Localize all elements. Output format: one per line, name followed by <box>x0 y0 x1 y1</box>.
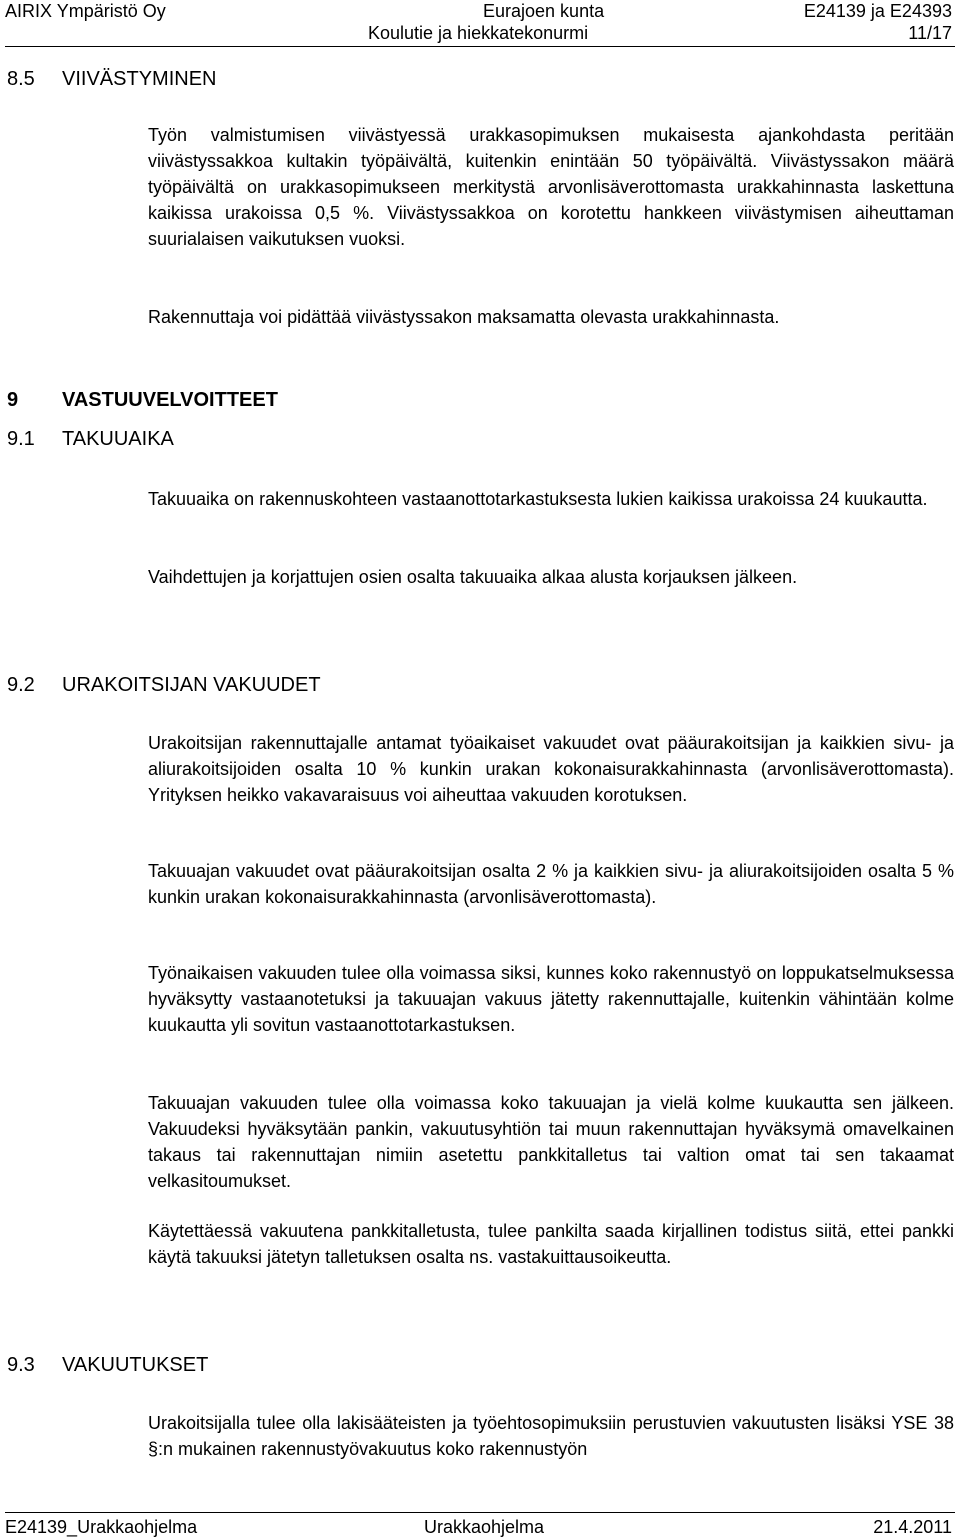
footer-document-title: Urakkaohjelma <box>424 1517 545 1537</box>
header-company: AIRIX Ympäristö Oy <box>5 1 166 21</box>
paragraph: Takuuajan vakuudet ovat pääurakoitsijan osalta 2 % ja kaikkien sivu- ja aliurakoitsijoiden osalta 5 % kunkin urakan kokonaisurakkahinnasta (arvonlisäverottomasta). <box>148 861 954 907</box>
footer-date: 21.4.2011 <box>873 1517 952 1537</box>
section-number: 8.5 <box>7 68 35 90</box>
header-page-number: 11/17 <box>908 23 952 43</box>
paragraph: Takuuaika on rakennuskohteen vastaanottotarkastuksesta lukien kaikissa urakoissa 24 kuukautta. <box>148 489 928 509</box>
section-title: TAKUUAIKA <box>62 428 174 450</box>
section-heading-9 <box>7 387 278 413</box>
section-number: 9 <box>7 389 19 411</box>
paragraph: Takuuajan vakuuden tulee olla voimassa koko takuuajan ja vielä kolme kuukautta sen jälkeen. Vakuudeksi hyväksytään pankin, vakuutusyhtiön tai muun rakennuttajan hyväksymä omavelkainen takaus tai rakennuttajan nimiin asetettu pankkitalletus tai valtion omat tai sen takaamat velkasitoumukset. <box>148 1093 954 1191</box>
section-number: 9.3 <box>7 1354 35 1376</box>
paragraph: Vaihdettujen ja korjattujen osien osalta takuuaika alkaa alusta korjauksen jälkeen. <box>148 567 798 587</box>
section-title: VASTUUVELVOITTEET <box>62 389 278 411</box>
section-heading-9-1 <box>7 426 174 452</box>
paragraph: Urakoitsijalla tulee olla lakisääteisten ja työehtosopimuksiin perustuvien vakuutusten lisäksi YSE 38 §:n mukainen rakennustyövakuutus koko rakennustyön <box>148 1413 954 1459</box>
paragraph: Urakoitsijan rakennuttajalle antamat työaikaiset vakuudet ovat pääurakoitsijan ja kaikkien sivu- ja aliurakoitsijoiden osalta 10 % kunkin urakan kokonaisurakkahinnasta (arvonlisäverottomasta). Yrityksen heikko vakavaraisuus voi aiheuttaa vakuuden korotuksen. <box>148 733 954 805</box>
header-municipality: Eurajoen kunta <box>483 1 605 21</box>
section-title: VAKUUTUKSET <box>62 1354 209 1376</box>
paragraph: Työn valmistumisen viivästyessä urakkasopimuksen mukaisesta ajankohdasta peritään viivästyssakkoa kultakin työpäivältä, kuitenkin enintään 50 työpäivältä. Viivästyssakon määrä työpäivältä on urakkasopimukseen merkitystä arvonlisäverottomasta urakkahinnasta laskettuna kaikissa urakoissa 0,5 %. Viivästyssakkoa on korotettu hankkeen viivästymisen aiheuttaman suurialaisen vaikutuksen vuoksi. <box>148 125 954 249</box>
footer-file-name: E24139_Urakkaohjelma <box>5 1517 198 1537</box>
header-project-code: E24139 ja E24393 <box>803 1 952 21</box>
section-heading-9-2 <box>7 672 321 698</box>
footer-divider <box>5 1512 955 1513</box>
section-number: 9.2 <box>7 674 35 696</box>
header-divider <box>5 46 955 47</box>
section-number: 9.1 <box>7 428 35 450</box>
page-header <box>0 0 960 46</box>
section-title: VIIVÄSTYMINEN <box>62 68 217 90</box>
paragraph: Käytettäessä vakuutena pankkitalletusta, tulee pankilta saada kirjallinen todistus siitä, ettei pankki käytä takuuksi jätetyn talletuksen osalta ns. vastakuittausoikeutta. <box>148 1221 954 1267</box>
paragraph: Työnaikaisen vakuuden tulee olla voimassa siksi, kunnes koko rakennustyö on loppukatselmuksessa hyväksytty vastaanotetuksi ja takuuajan vakuus jätetty rakennuttajalle, kuitenkin vähintään kolme kuukautta yli sovitun vastaanottotarkastuksen. <box>148 963 954 1035</box>
section-heading-8-5 <box>7 66 216 92</box>
paragraph: Rakennuttaja voi pidättää viivästyssakon maksamatta olevasta urakkahinnasta. <box>148 307 780 327</box>
section-heading-9-3 <box>7 1352 208 1378</box>
section-title: URAKOITSIJAN VAKUUDET <box>62 674 321 696</box>
header-project-title: Koulutie ja hiekkatekonurmi <box>368 23 589 43</box>
